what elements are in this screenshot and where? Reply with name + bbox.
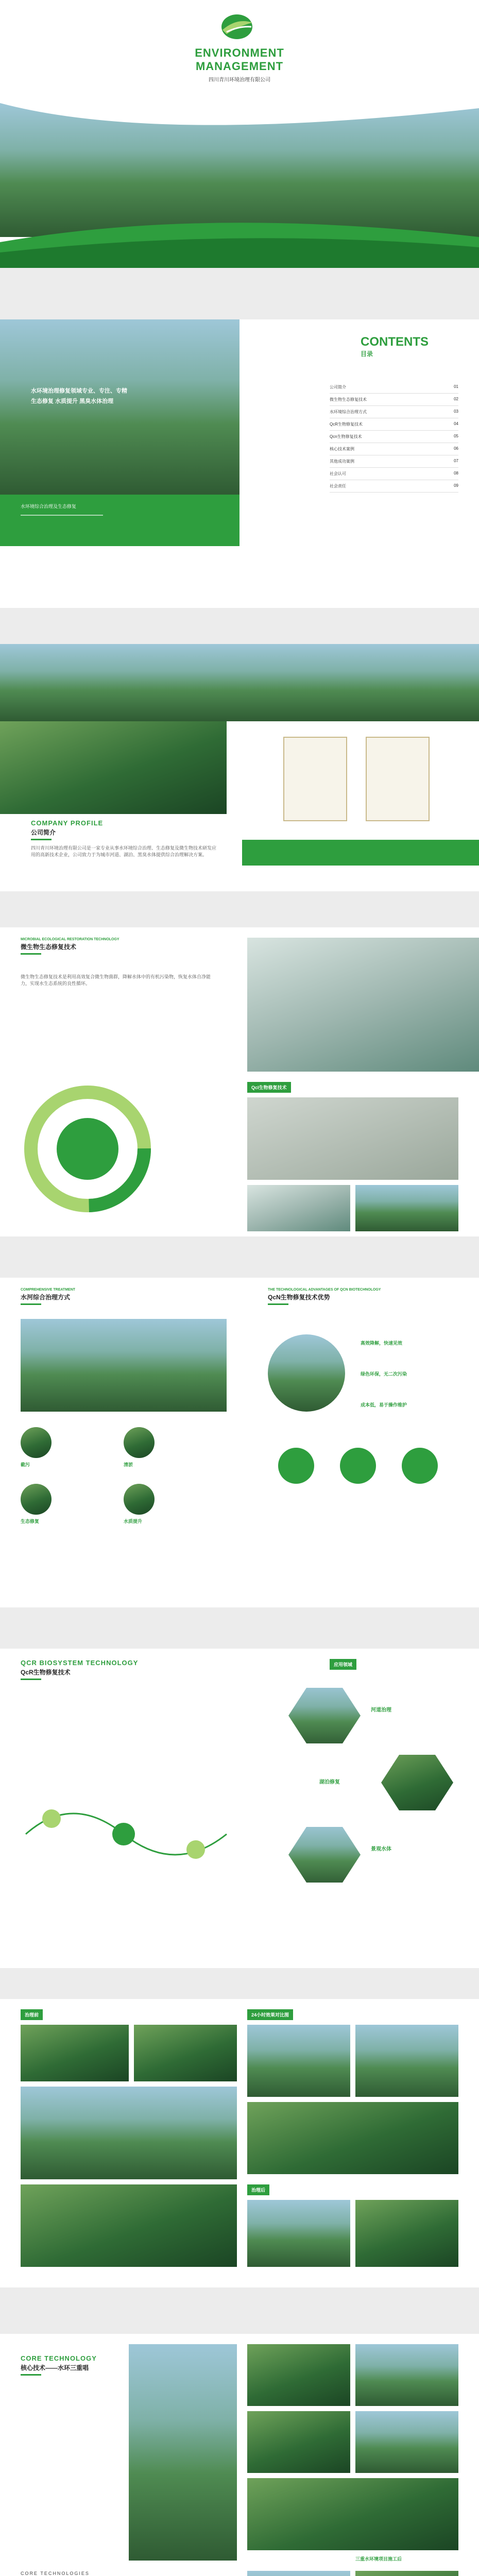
qcr-apps-title: 应用领域 xyxy=(330,1659,356,1670)
diagram-chart-image xyxy=(247,1097,458,1180)
qcr-app-hex xyxy=(288,1824,361,1886)
qcr-app-label: 河道治理 xyxy=(371,1707,391,1713)
case-photo xyxy=(355,2200,458,2267)
methods-title-en: COMPREHENSIVE TREATMENT xyxy=(21,1288,76,1292)
qcr-title-en: QCR BIOSYSTEM TECHNOLOGY xyxy=(21,1659,139,1667)
core-section xyxy=(0,2334,479,2576)
method-item: 生态修复 xyxy=(21,1484,113,1524)
core-photo xyxy=(355,2571,458,2576)
cases-caption: 24小时效果对比图 xyxy=(247,2009,293,2020)
micro-title-cn: 微生物生态修复技术 xyxy=(21,943,77,951)
qcn-advantage: 绿色环保，无二次污染 xyxy=(361,1371,407,1377)
qcr-app-hex xyxy=(288,1685,361,1747)
qcr-section xyxy=(0,1649,479,1968)
qcn-advantage: 成本低，易于操作维护 xyxy=(361,1402,407,1408)
contents-item[interactable]: 其他成功案例 07 xyxy=(330,455,458,468)
contents-item[interactable]: 社会认可 08 xyxy=(330,468,458,480)
case-photo xyxy=(134,2025,237,2081)
micro-section xyxy=(0,927,479,1236)
core-photo xyxy=(247,2478,458,2550)
qcn-advantage: 高效降解，快速见效 xyxy=(361,1341,403,1346)
cover-section xyxy=(0,0,479,268)
qcr-flow-diagram xyxy=(21,1783,237,1886)
brand-en-2: MANAGEMENT xyxy=(195,60,284,73)
method-item: 水质提升 xyxy=(124,1484,216,1524)
cycle-diagram xyxy=(21,1082,155,1216)
micro-title-en: MICROBIAL ECOLOGICAL RESTORATION TECHNOLOGY xyxy=(21,938,119,941)
core-photo xyxy=(247,2571,350,2576)
core-title-en: CORE TECHNOLOGY xyxy=(21,2354,97,2362)
contents-item[interactable]: 微生物生态修复技术 02 xyxy=(330,394,458,406)
methods-title-cn: 水河综合治理方式 xyxy=(21,1294,71,1301)
methods-river-photo xyxy=(21,1319,227,1412)
contents-item[interactable]: 社会责任 09 xyxy=(330,480,458,493)
profile-title-cn: 公司简介 xyxy=(31,829,56,836)
qcn-circle-photo xyxy=(268,1334,345,1412)
micro-body: 微生物生态修复技术是利用高效复合微生物菌群，降解水体中的有机污染物，恢复水体自净能力，实现水生态系统的良性循环。 xyxy=(21,974,211,986)
petri-dish-photo xyxy=(247,938,479,1072)
cases-section xyxy=(0,1999,479,2287)
qcn-title-cn: QcN生物修复技术优势 xyxy=(268,1294,330,1301)
qcn-icon-circle xyxy=(402,1448,438,1484)
contents-item[interactable]: 水环境综合治理方式 03 xyxy=(330,406,458,418)
contents-item[interactable]: QcR生物修复技术 04 xyxy=(330,418,458,431)
method-item: 截污 xyxy=(21,1427,113,1468)
intro-caption-band xyxy=(0,495,239,546)
case-photo xyxy=(355,2025,458,2097)
qcn-title-en: THE TECHNOLOGICAL ADVANTAGES OF QCN BIOTECHNOLOGY xyxy=(268,1288,381,1292)
cover-wave-graphic xyxy=(0,88,479,268)
intro-caption: 水环境综合治理及生态修复 xyxy=(21,504,77,509)
core-main-photo xyxy=(129,2344,237,2561)
core-photo xyxy=(247,2344,350,2406)
cases-pre-label: 治理前 xyxy=(21,2009,43,2020)
slogan-line-2: 生态修复 水质提升 黑臭水体治理 xyxy=(31,398,114,404)
qcn-icon-circle xyxy=(278,1448,314,1484)
contents-title-cn: 目录 xyxy=(361,350,373,358)
micro-tag: Qcl生物修复技术 xyxy=(247,1082,291,1093)
core-side-caption: 三重水环境项目施工后 xyxy=(355,2556,402,2562)
certificate-image xyxy=(366,737,430,821)
contents-list xyxy=(330,381,458,493)
profile-section xyxy=(0,644,479,891)
core-tag: CORE TECHNOLOGIES xyxy=(21,2571,90,2576)
brand-en-1: ENVIRONMENT xyxy=(195,46,284,59)
contents-item[interactable]: 核心技术案例 06 xyxy=(330,443,458,455)
case-photo xyxy=(247,2200,350,2267)
lake-photo xyxy=(0,319,239,495)
qcr-app-label: 湖泊修复 xyxy=(319,1780,340,1785)
lab-equipment-photo xyxy=(247,1185,350,1231)
core-photo xyxy=(247,2411,350,2473)
contents-title-en: CONTENTS xyxy=(361,335,429,349)
case-photo xyxy=(21,2087,237,2179)
intro-contents-section xyxy=(0,319,479,608)
profile-title-en: COMPANY PROFILE xyxy=(31,819,104,827)
qcr-app-hex xyxy=(381,1752,453,1814)
contents-item[interactable]: 公司简介 01 xyxy=(330,381,458,394)
logo-icon xyxy=(216,11,258,42)
company-name: 四川青川环境治理有限公司 xyxy=(209,77,270,83)
core-title-cn: 核心技术——水环三重唱 xyxy=(21,2364,89,2371)
qcr-app-label: 景观水体 xyxy=(371,1846,391,1852)
core-photo xyxy=(355,2344,458,2406)
profile-photo xyxy=(0,721,227,814)
profile-body: 四川青川环境治理有限公司是一家专业从事水环境综合治理、生态修复及微生物技术研发应用的高新技术企业，公司致力于为城市河道、湖泊、黑臭水体提供综合治理解决方案。 xyxy=(31,845,217,857)
contents-item[interactable]: Qcn生物修复技术 05 xyxy=(330,431,458,443)
case-photo xyxy=(247,2102,458,2174)
case-photo xyxy=(21,2025,129,2081)
wetland-photo xyxy=(0,644,479,721)
qcn-icon-circle xyxy=(340,1448,376,1484)
profile-green-bar xyxy=(242,840,479,866)
river-photo xyxy=(355,1185,458,1231)
methods-section xyxy=(0,1278,479,1607)
cases-post-label: 治理后 xyxy=(247,2184,269,2195)
method-item: 清淤 xyxy=(124,1427,216,1468)
slogan-line-1: 水环境治理修复领域专业、专注、专精 xyxy=(31,388,127,394)
core-photo xyxy=(355,2411,458,2473)
qcr-title-cn: QcR生物修复技术 xyxy=(21,1669,71,1676)
certificate-image xyxy=(283,737,347,821)
case-photo xyxy=(247,2025,350,2097)
case-photo xyxy=(21,2184,237,2267)
